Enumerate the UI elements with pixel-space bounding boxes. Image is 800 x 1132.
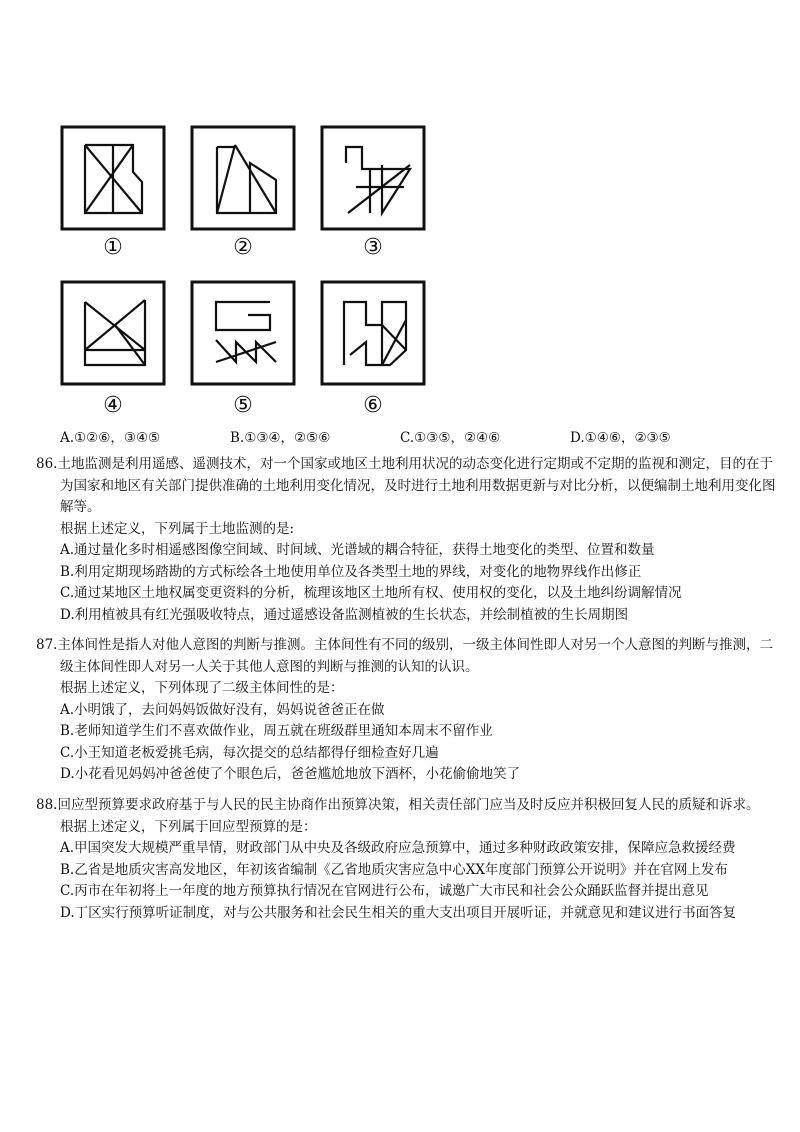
question-stem: 86.土地监测是利用遥感、遥测技术，对一个国家或地区土地利用状况的动态变化进行定期或不定期的监视和测定，目的在于为国家和地区有关部门提供准确的土地利用变化情况，及时进行土地利用数据更新与对比分析，以便编制土地利用变化图解等。	[36, 456, 776, 515]
figure-label: ④	[103, 393, 123, 418]
figure-4	[60, 280, 166, 386]
question-prompt: 根据上述定义，下列体现了二级主体间性的是：	[60, 680, 344, 696]
q88-option-d[interactable]: D.丁区实行预算听证制度，对与公共服务和社会民生相关的重大支出项目开展听证，并就意见和建议进行书面答复	[60, 904, 737, 921]
question-prompt: 根据上述定义，下列属于回应型预算的是：	[60, 818, 317, 835]
figure-1-icon	[60, 125, 166, 231]
q86-option-c[interactable]: C.通过某地区土地权属变更资料的分析，梳理该地区土地所有权、使用权的变化，以及土地纠纷调解情况	[60, 585, 682, 601]
q86-option-d[interactable]: D.利用植被具有红光强吸收特点，通过遥感设备监测植被的生长状态，并绘制植被的生长周期图	[60, 606, 629, 623]
q86-option-b[interactable]: B.利用定期现场踏勘的方式标绘各土地使用单位及各类型土地的界线，对变化的地物界线作出修正	[60, 563, 642, 580]
q88-option-b[interactable]: B.乙省是地质灾害高发地区，年初该省编制《乙省地质灾害应急中心XX年度部门预算公开说明》并在官网上发布	[60, 861, 728, 878]
figure-label: ⑥	[363, 393, 383, 418]
question-87	[36, 635, 776, 786]
figure-6	[320, 280, 426, 386]
figure-3	[320, 125, 426, 231]
q85-option-b[interactable]: B.①③④，②⑤⑥	[230, 430, 331, 446]
question-prompt: 根据上述定义，下列属于土地监测的是:	[60, 520, 295, 537]
figure-label: ②	[233, 235, 253, 260]
q87-option-c[interactable]: C.小王知道老板爱挑毛病，每次提交的总结都得仔细检查好几遍	[60, 744, 439, 761]
figure-1	[60, 125, 166, 231]
question-stem: 87.主体间性是指人对他人意图的判断与推测。主体间性有不同的级别，一级主体间性即人对另一个人意图的判断与推测，二级主体间性即人对另一人关于其他人意图的判断与推测的认知的认识。	[36, 637, 773, 675]
q85-option-d[interactable]: D.①④⑥，②③⑤	[570, 430, 671, 446]
q88-option-c[interactable]: C.丙市在年初将上一年度的地方预算执行情况在官网进行公布，诚邀广大市民和社会公众踊跃监督并提出意见	[60, 883, 709, 899]
q88-option-a[interactable]: A.甲国突发大规模严重旱情，财政部门从中央及各级政府应急预算中，通过多种财政政策安排，保障应急救援经费	[60, 840, 736, 856]
figure-4-icon	[60, 280, 166, 386]
figure-5	[190, 280, 296, 386]
question-stem: 88.回应型预算要求政府基于与人民的民主协商作出预算决策，相关责任部门应当及时反应并积极回复人民的质疑和诉求。	[36, 797, 760, 813]
figure-2	[190, 125, 296, 231]
figure-2-icon	[190, 125, 296, 231]
q85-option-a[interactable]: A.①②⑥，③④⑤	[60, 430, 161, 446]
figure-label: ⑤	[233, 393, 253, 418]
figure-3-icon	[320, 125, 426, 231]
q87-option-a[interactable]: A.小明饿了，去问妈妈饭做好没有，妈妈说爸爸正在做	[60, 701, 385, 718]
figure-label: ③	[363, 235, 383, 260]
figure-6-icon	[320, 280, 426, 386]
figure-5-icon	[190, 280, 296, 386]
q87-option-d[interactable]: D.小花看见妈妈冲爸爸使了个眼色后，爸爸尴尬地放下酒杯，小花偷偷地笑了	[60, 766, 521, 782]
q85-option-c[interactable]: C.①③⑤，②④⑥	[400, 430, 501, 446]
figure-label: ①	[103, 235, 123, 260]
q86-option-a[interactable]: A.通过量化多时相遥感图像空间域、时间域、光谱域的耦合特征，获得土地变化的类型、位置和数量	[60, 542, 655, 558]
question-88	[36, 795, 776, 924]
question-86	[36, 454, 776, 626]
q87-option-b[interactable]: B.老师知道学生们不喜欢做作业，周五就在班级群里通知本周末不留作业	[60, 723, 493, 739]
